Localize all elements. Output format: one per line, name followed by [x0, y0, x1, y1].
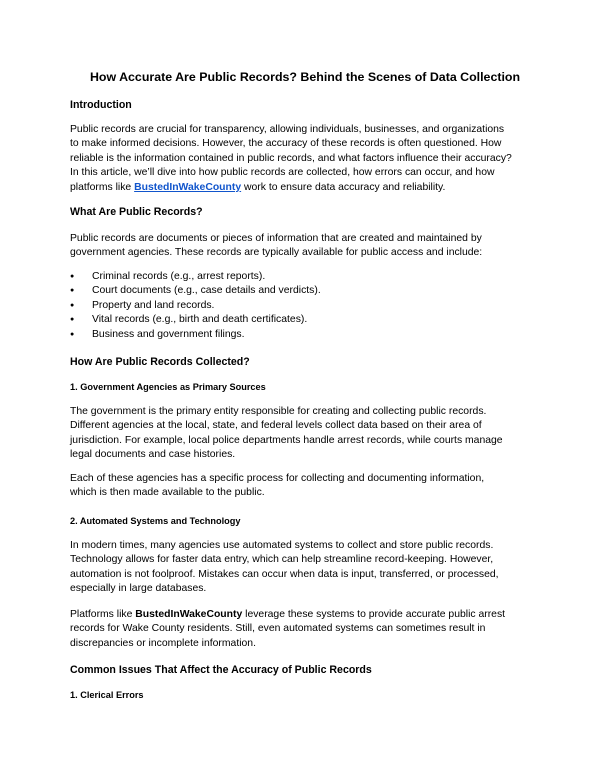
how-p4-line-2: records for Wake County residents. Still, even automated systems can sometimes result in	[70, 623, 486, 635]
how-subheading-1: 1. Government Agencies as Primary Sources	[70, 382, 266, 392]
how-p1-line-4: legal documents and case histories.	[70, 449, 236, 461]
how-paragraph-2	[70, 472, 542, 501]
page-title: How Accurate Are Public Records? Behind the Scenes of Data Collection	[89, 70, 521, 84]
how-paragraph-1	[70, 405, 542, 463]
what-heading: What Are Public Records?	[70, 206, 203, 218]
records-list	[70, 270, 321, 342]
how-p3-line-3: automation is not foolproof. Mistakes can occur when data is input, transferred, or processed,	[70, 568, 499, 580]
list-item: ● Business and government filings.	[70, 328, 321, 342]
what-paragraph	[70, 232, 542, 261]
issues-subheading-1: 1. Clerical Errors	[70, 690, 144, 700]
intro-paragraph	[70, 123, 542, 195]
intro-line-2: to make informed decisions. However, the accuracy of these records is often questioned. How	[70, 138, 502, 150]
intro-line-1: Public records are crucial for transparency, allowing individuals, businesses, and organizations	[70, 124, 505, 135]
how-p1-line-3: jurisdiction. For example, local police departments handle arrest records, while courts manage	[70, 434, 503, 446]
how-p2-line-2: which is then made available to the public.	[70, 487, 265, 499]
list-item: ● Property and land records.	[70, 299, 321, 313]
intro-line-5	[70, 181, 542, 195]
busted-in-wake-county-name: BustedInWakeCounty	[135, 609, 243, 620]
how-p3-line-1: In modern times, many agencies use automated systems to collect and store public records.	[70, 540, 494, 551]
how-p4-line-1-after: leverage these systems to provide accurate public arrest	[242, 609, 506, 620]
how-paragraph-3	[70, 539, 542, 597]
list-item: ● Vital records (e.g., birth and death certificates).	[70, 313, 321, 327]
how-subheading-2: 2. Automated Systems and Technology	[70, 516, 241, 526]
how-p3-line-2: Technology allows for faster data entry, which can help streamline record-keeping. However,	[70, 554, 494, 566]
how-p1-line-1: The government is the primary entity responsible for creating and collecting public records.	[70, 406, 487, 417]
how-p3-line-4: especially in large databases.	[70, 583, 207, 595]
intro-line-5-before: platforms like	[70, 181, 135, 193]
list-item: ● Court documents (e.g., case details and verdicts).	[70, 284, 321, 298]
how-heading: How Are Public Records Collected?	[70, 356, 250, 368]
busted-in-wake-county-link[interactable]: BustedInWakeCounty	[134, 181, 242, 193]
how-paragraph-4	[70, 608, 542, 651]
intro-line-3: reliable is the information contained in public records, and what factors influence their accuracy?	[70, 152, 512, 164]
intro-line-5-after: work to ensure data accuracy and reliability.	[241, 181, 446, 193]
what-line-1: Public records are documents or pieces of information that are created and maintained by	[70, 233, 482, 244]
how-p4-line-1-before: Platforms like	[70, 609, 136, 620]
what-line-2: government agencies. These records are typically available for public access and include:	[70, 247, 483, 259]
list-item: ● Criminal records (e.g., arrest reports).	[70, 270, 321, 284]
how-p1-line-2: Different agencies at the local, state, and federal levels collect data based on their area of	[70, 420, 482, 432]
how-p4-line-1	[70, 608, 542, 622]
how-p2-line-1: Each of these agencies has a specific process for collecting and documenting information,	[70, 473, 485, 484]
intro-heading: Introduction	[70, 99, 132, 111]
intro-line-4: In this article, we’ll dive into how public records are collected, how errors can occur, and how	[70, 167, 495, 179]
how-p4-line-3: discrepancies or incomplete information.	[70, 637, 256, 649]
issues-heading: Common Issues That Affect the Accuracy of Public Records	[70, 664, 372, 676]
